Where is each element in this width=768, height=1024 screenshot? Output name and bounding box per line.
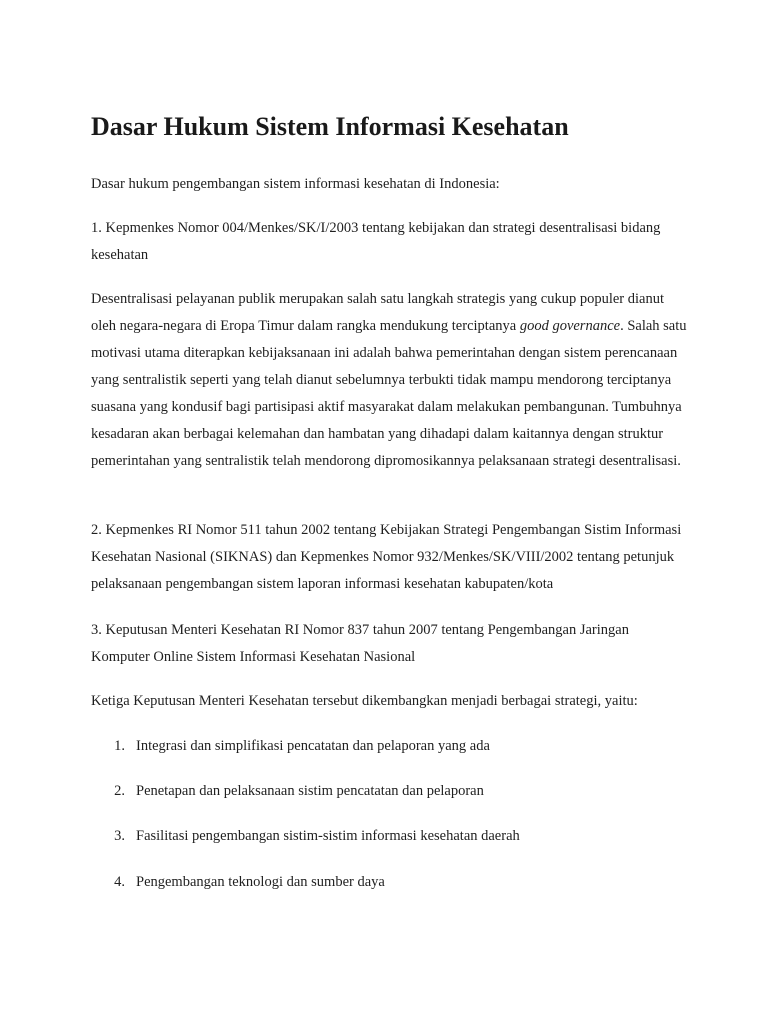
list-item-text: Pengembangan teknologi dan sumber daya bbox=[136, 874, 385, 890]
list-item bbox=[91, 781, 484, 801]
list-item-number: 2. bbox=[114, 783, 125, 799]
list-item-number: 4. bbox=[114, 874, 125, 890]
list-item bbox=[91, 826, 520, 846]
list-item bbox=[91, 872, 385, 892]
document-title: Dasar Hukum Sistem Informasi Kesehatan bbox=[91, 112, 569, 141]
list-item-text: Penetapan dan pelaksanaan sistim pencatatan dan pelaporan bbox=[136, 783, 484, 799]
good-governance-term: good governance bbox=[519, 318, 621, 334]
decentralization-text-part1: Desentralisasi pelayanan publik merupakan salah satu langkah strategis yang cukup populer dianut oleh negara-negara di Eropa Timur dalam rangka mendukung terciptanya bbox=[91, 291, 664, 334]
legal-basis-item-3-text: 3. Keputusan Menteri Kesehatan RI Nomor 837 tahun 2007 tentang Pengembangan Jaringan Komputer Online Sistem Informasi Kesehatan Nasional bbox=[91, 622, 629, 665]
list-item-number: 3. bbox=[114, 828, 125, 844]
decentralization-text-part2: . Salah satu motivasi utama diterapkan kebijaksanaan ini adalah bahwa pemerintahan dengan sistem perencanaan yang sentralistik seperti yang telah dianut sebelumnya terbukti tidak mampu mendorong terciptanya suasana yang kondusif bagi partisipasi aktif masyarakat dalam melakukan pembangunan. Tumbuhnya kesadaran akan berbagai kelemahan dan hambatan yang dihadapi dalam kaitannya dengan struktur pemerintahan yang sentralistik telah mendorong dipromosikannya pelaksanaan strategi desentralisasi. bbox=[91, 318, 687, 469]
decentralization-paragraph bbox=[91, 286, 691, 475]
legal-basis-item-2-text: 2. Kepmenkes RI Nomor 511 tahun 2002 tentang Kebijakan Strategi Pengembangan Sistim Informasi Kesehatan Nasional (SIKNAS) dan Kepmenkes Nomor 932/Menkes/SK/VIII/2002 tentang petunjuk pelaksanaan pengembangan sistem laporan informasi kesehatan kabupaten/kota bbox=[91, 522, 682, 592]
intro-text: Dasar hukum pengembangan sistem informasi kesehatan di Indonesia: bbox=[91, 176, 500, 192]
decentralization-text bbox=[91, 286, 691, 475]
list-item-text: Integrasi dan simplifikasi pencatatan dan pelaporan yang ada bbox=[136, 738, 490, 754]
legal-basis-item-2 bbox=[91, 517, 691, 598]
legal-basis-item-1 bbox=[91, 215, 691, 269]
legal-basis-item-3 bbox=[91, 617, 691, 671]
strategy-intro-paragraph bbox=[91, 688, 691, 715]
list-item-number: 1. bbox=[114, 738, 125, 754]
list-item-text: Fasilitasi pengembangan sistim-sistim informasi kesehatan daerah bbox=[136, 828, 520, 844]
intro-paragraph bbox=[91, 171, 691, 198]
strategy-intro-text: Ketiga Keputusan Menteri Kesehatan tersebut dikembangkan menjadi berbagai strategi, yaitu: bbox=[91, 693, 638, 709]
list-item bbox=[91, 736, 490, 756]
legal-basis-item-1-text: 1. Kepmenkes Nomor 004/Menkes/SK/I/2003 tentang kebijakan dan strategi desentralisasi bidang kesehatan bbox=[91, 220, 661, 263]
